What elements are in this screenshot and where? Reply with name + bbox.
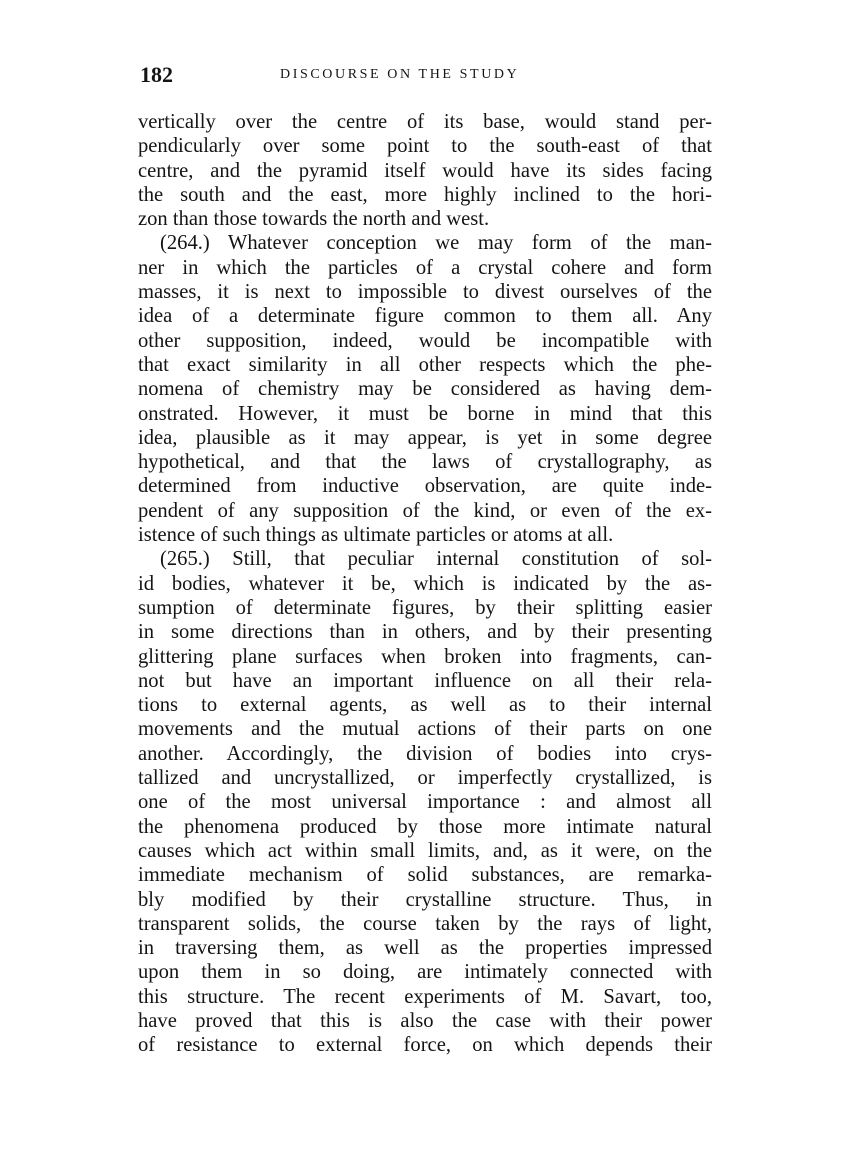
- body-text: [138, 110, 712, 1058]
- page-header: [140, 62, 712, 86]
- text-line: pendent of any supposition of the kind, or even of the ex-: [138, 499, 712, 522]
- text-line: nomena of chemistry may be considered as having dem-: [138, 378, 712, 401]
- text-line: vertically over the centre of its base, would stand per-: [138, 111, 712, 133]
- text-line: tions to external agents, as well as to their internal: [138, 694, 712, 717]
- text-line: pendicularly over some point to the south-east of that: [138, 135, 712, 158]
- text-line: zon than those towards the north and west.: [138, 208, 490, 231]
- running-head: DISCOURSE ON THE STUDY: [280, 67, 520, 82]
- text-line: sumption of determinate figures, by their splitting easier: [138, 596, 712, 619]
- text-line: upon them in so doing, are intimately connected with: [138, 961, 712, 984]
- page-number: 182: [140, 62, 173, 87]
- text-line: other supposition, indeed, would be incompatible with: [138, 329, 712, 352]
- paragraph: [138, 547, 712, 1057]
- text-line: id bodies, whatever it be, which is indicated by the as-: [138, 572, 712, 595]
- text-line: another. Accordingly, the division of bodies into crys-: [138, 742, 712, 765]
- text-line: one of the most universal importance : and almost all: [138, 791, 712, 814]
- text-line: of resistance to external force, on which depends their: [138, 1034, 712, 1057]
- text-line: hypothetical, and that the laws of crystallography, as: [138, 451, 712, 474]
- text-line: that exact similarity in all other respects which the phe-: [138, 353, 712, 376]
- text-line: in some directions than in others, and by their presenting: [138, 621, 712, 644]
- paragraph: [138, 110, 712, 231]
- text-line: movements and the mutual actions of their parts on one: [138, 718, 712, 741]
- text-line: masses, it is next to impossible to divest ourselves of the: [138, 281, 712, 304]
- text-line: not but have an important influence on all their rela-: [138, 669, 712, 692]
- text-line: transparent solids, the course taken by the rays of light,: [138, 912, 712, 935]
- text-line: determined from inductive observation, are quite inde-: [138, 475, 712, 498]
- text-line: centre, and the pyramid itself would have its sides facing: [138, 159, 712, 182]
- text-line: bly modified by their crystalline structure. Thus, in: [138, 888, 712, 911]
- text-line: idea of a determinate figure common to them all. Any: [138, 305, 712, 328]
- text-line: immediate mechanism of solid substances, are remarka-: [138, 864, 712, 887]
- paragraph: [138, 231, 712, 547]
- text-line: the south and the east, more highly inclined to the hori-: [138, 183, 712, 206]
- text-line: idea, plausible as it may appear, is yet in some degree: [138, 426, 712, 449]
- text-line: this structure. The recent experiments of M. Savart, too,: [138, 985, 712, 1008]
- text-line: in traversing them, as well as the properties impressed: [138, 937, 712, 960]
- text-line: (264.) Whatever conception we may form of the man-: [160, 232, 712, 255]
- text-line: onstrated. However, it must be borne in mind that this: [138, 402, 712, 425]
- text-line: causes which act within small limits, and, as it were, on the: [138, 839, 712, 862]
- text-line: tallized and uncrystallized, or imperfectly crystallized, is: [138, 767, 712, 790]
- text-line: glittering plane surfaces when broken into fragments, can-: [138, 645, 712, 668]
- text-line: the phenomena produced by those more intimate natural: [138, 815, 712, 838]
- text-line: have proved that this is also the case with their power: [138, 1009, 712, 1032]
- text-line: ner in which the particles of a crystal cohere and form: [138, 256, 712, 279]
- text-line: (265.) Still, that peculiar internal constitution of sol-: [160, 548, 712, 571]
- text-line: istence of such things as ultimate particles or atoms at all.: [138, 524, 614, 547]
